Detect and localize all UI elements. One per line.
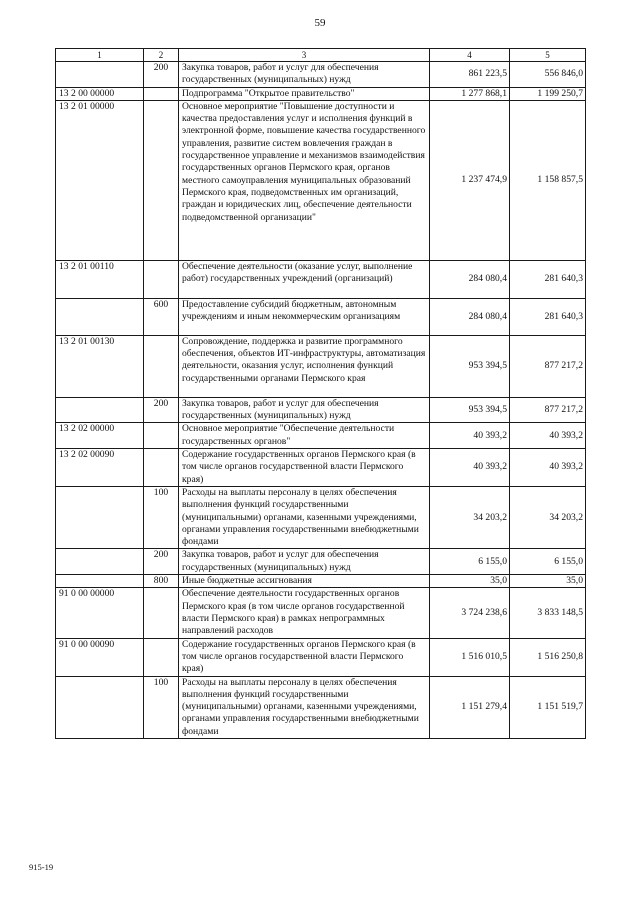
row-expense-type: [144, 100, 179, 260]
table-row: [56, 423, 586, 449]
row-code: [56, 62, 144, 88]
row-amount-col5: 877 217,2: [510, 397, 586, 423]
table-row: [56, 87, 586, 100]
header-col-2: 2: [144, 49, 179, 62]
row-expense-type: [144, 638, 179, 676]
table-header-row: [56, 49, 586, 62]
row-name: Обеспечение деятельности государственных органов Пермского края (в том числе органов государственной власти Пермского края) в рамках непрограммных направлений расходов: [179, 588, 430, 638]
row-amount-col4: 1 516 010,5: [430, 638, 510, 676]
row-amount-col4: 34 203,2: [430, 486, 510, 548]
row-amount-col4: 40 393,2: [430, 449, 510, 487]
row-name: Расходы на выплаты персоналу в целях обеспечения выполнения функций государственными (муниципальными) органами, казенными учреждениями, органами управления государственными внебюджетными фондами: [179, 486, 430, 548]
row-expense-type: [144, 335, 179, 397]
table-row: [56, 449, 586, 487]
row-code: [56, 676, 144, 738]
row-amount-col4: 1 237 474,9: [430, 100, 510, 260]
row-code: [56, 486, 144, 548]
row-expense-type: [144, 87, 179, 100]
row-amount-col5: 281 640,3: [510, 298, 586, 335]
row-expense-type: 200: [144, 397, 179, 423]
table-row: [56, 260, 586, 298]
row-name: Основное мероприятие "Повышение доступности и качества предоставления услуг и исполнения функций в электронной форме, повышение качества государственного управления, развитие систем вовлечения граждан в государственное управление и механизмов взаимодействия государственных органов Пермского края, органов местного самоуправления муниципальных образований Пермского края, подведомственных им организаций, граждан и юридических лиц, обеспечение деятельности подведомственной организации": [179, 100, 430, 260]
table-row: [56, 676, 586, 738]
row-code: 13 2 01 00110: [56, 260, 144, 298]
row-code: [56, 397, 144, 423]
table-row: [56, 486, 586, 548]
row-amount-col5: 6 155,0: [510, 549, 586, 575]
row-amount-col5: 1 158 857,5: [510, 100, 586, 260]
row-name: Содержание государственных органов Пермского края (в том числе органов государственной власти Пермского края): [179, 638, 430, 676]
row-name: Расходы на выплаты персоналу в целях обеспечения выполнения функций государственными (муниципальными) органами, казенными учреждениями, органами управления государственными внебюджетными фондами: [179, 676, 430, 738]
table-row: [56, 638, 586, 676]
row-code: 13 2 01 00130: [56, 335, 144, 397]
row-amount-col4: 953 394,5: [430, 397, 510, 423]
row-code: [56, 549, 144, 575]
row-amount-col5: 556 846,0: [510, 62, 586, 88]
row-expense-type: 200: [144, 549, 179, 575]
row-amount-col5: 1 151 519,7: [510, 676, 586, 738]
row-amount-col5: 877 217,2: [510, 335, 586, 397]
row-expense-type: 800: [144, 575, 179, 588]
table-row: [56, 549, 586, 575]
row-name: Иные бюджетные ассигнования: [179, 575, 430, 588]
row-code: 13 2 02 00090: [56, 449, 144, 487]
row-amount-col5: 40 393,2: [510, 423, 586, 449]
row-code: 13 2 02 00000: [56, 423, 144, 449]
budget-table: [55, 48, 586, 739]
row-amount-col5: 3 833 148,5: [510, 588, 586, 638]
table-row: [56, 62, 586, 88]
row-expense-type: [144, 260, 179, 298]
row-code: 13 2 00 00000: [56, 87, 144, 100]
row-code: [56, 575, 144, 588]
table-row: [56, 335, 586, 397]
row-name: Закупка товаров, работ и услуг для обеспечения государственных (муниципальных) нужд: [179, 549, 430, 575]
row-amount-col5: 35,0: [510, 575, 586, 588]
row-amount-col5: 1 199 250,7: [510, 87, 586, 100]
header-col-1: 1: [56, 49, 144, 62]
row-name: Предоставление субсидий бюджетным, автономным учреждениям и иным некоммерческим организациям: [179, 298, 430, 335]
table-row: [56, 298, 586, 335]
header-col-4: 4: [430, 49, 510, 62]
row-name: Обеспечение деятельности (оказание услуг, выполнение работ) государственных учреждений (организаций): [179, 260, 430, 298]
row-amount-col4: 35,0: [430, 575, 510, 588]
row-amount-col4: 284 080,4: [430, 260, 510, 298]
row-code: 91 0 00 00000: [56, 588, 144, 638]
row-code: [56, 298, 144, 335]
page-number: 59: [314, 17, 326, 29]
row-expense-type: 600: [144, 298, 179, 335]
row-code: 91 0 00 00090: [56, 638, 144, 676]
row-expense-type: 200: [144, 62, 179, 88]
table-row: [56, 588, 586, 638]
row-amount-col5: 40 393,2: [510, 449, 586, 487]
row-name: Содержание государственных органов Пермского края (в том числе органов государственной власти Пермского края): [179, 449, 430, 487]
row-name: Сопровождение, поддержка и развитие программного обеспечения, объектов ИТ-инфраструктуры, автоматизация деятельности, оказания услуг, исполнения функций государственными органами Пермского края: [179, 335, 430, 397]
row-amount-col4: 40 393,2: [430, 423, 510, 449]
table-row: [56, 397, 586, 423]
table-row: [56, 575, 586, 588]
row-expense-type: [144, 449, 179, 487]
row-amount-col4: 1 277 868,1: [430, 87, 510, 100]
table-row: [56, 100, 586, 260]
header-col-3: 3: [179, 49, 430, 62]
row-amount-col4: 3 724 238,6: [430, 588, 510, 638]
row-name: Закупка товаров, работ и услуг для обеспечения государственных (муниципальных) нужд: [179, 397, 430, 423]
header-col-5: 5: [510, 49, 586, 62]
row-amount-col4: 953 394,5: [430, 335, 510, 397]
row-expense-type: [144, 423, 179, 449]
row-name: Закупка товаров, работ и услуг для обеспечения государственных (муниципальных) нужд: [179, 62, 430, 88]
document-code: 915-19: [29, 862, 54, 872]
row-amount-col4: 284 080,4: [430, 298, 510, 335]
row-amount-col5: 1 516 250,8: [510, 638, 586, 676]
row-expense-type: 100: [144, 676, 179, 738]
row-name: Подпрограмма "Открытое правительство": [179, 87, 430, 100]
row-amount-col4: 861 223,5: [430, 62, 510, 88]
row-amount-col4: 1 151 279,4: [430, 676, 510, 738]
row-code: 13 2 01 00000: [56, 100, 144, 260]
row-amount-col5: 281 640,3: [510, 260, 586, 298]
row-amount-col5: 34 203,2: [510, 486, 586, 548]
row-expense-type: [144, 588, 179, 638]
row-expense-type: 100: [144, 486, 179, 548]
row-name: Основное мероприятие "Обеспечение деятельности государственных органов": [179, 423, 430, 449]
row-amount-col4: 6 155,0: [430, 549, 510, 575]
